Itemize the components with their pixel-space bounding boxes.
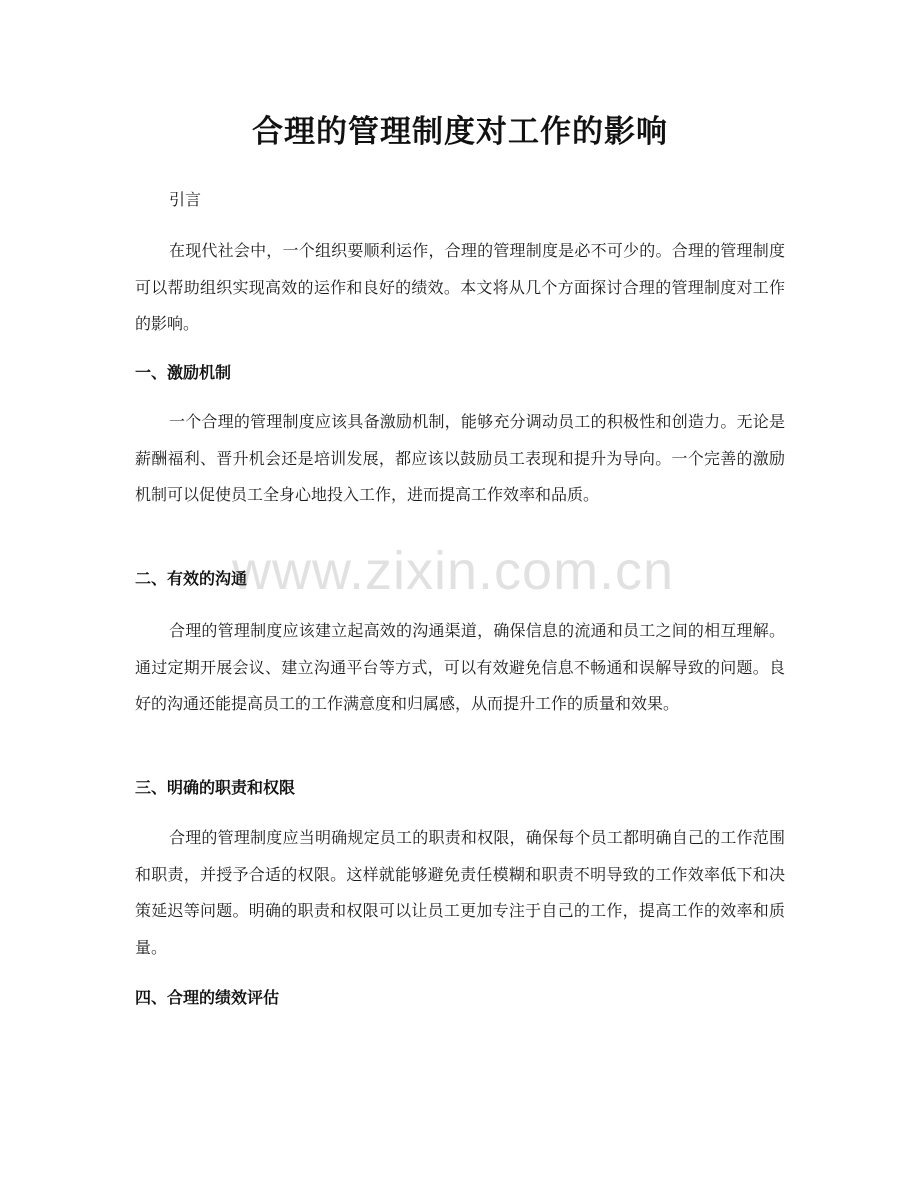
intro-label: 引言 [169, 190, 202, 209]
section-heading-performance: 四、合理的绩效评估 [135, 988, 280, 1007]
section-paragraph-responsibilities: 合理的管理制度应当明确规定员工的职责和权限，确保每个员工都明确自己的工作范围和职责，并授予合适的权限。这样就能够避免责任模糊和职责不明导致的工作效率低下和决策延迟等问题。明确的职责和权限可以让员工更加专注于自己的工作，提高工作的效率和质量。 [135, 828, 785, 957]
section-paragraph-incentive: 一个合理的管理制度应该具备激励机制，能够充分调动员工的积极性和创造力。无论是薪酬福利、晋升机会还是培训发展，都应该以鼓励员工表现和提升为导向。一个完善的激励机制可以促使员工全身心地投入工作，进而提高工作效率和品质。 [135, 412, 785, 504]
section-paragraph-communication: 合理的管理制度应该建立起高效的沟通渠道，确保信息的流通和员工之间的相互理解。通过定期开展会议、建立沟通平台等方式，可以有效避免信息不畅通和误解导致的问题。良好的沟通还能提高员工的工作满意度和归属感，从而提升工作的质量和效果。 [135, 621, 785, 713]
intro-paragraph: 在现代社会中，一个组织要顺利运作，合理的管理制度是必不可少的。合理的管理制度可以帮助组织实现高效的运作和良好的绩效。本文将从几个方面探讨合理的管理制度对工作的影响。 [135, 241, 785, 333]
section-heading-communication: 二、有效的沟通 [135, 569, 248, 588]
watermark-text: www.zixin.com.cn [232, 541, 675, 601]
section-heading-incentive: 一、激励机制 [135, 363, 232, 382]
section-heading-responsibilities: 三、明确的职责和权限 [135, 778, 296, 797]
document-title: 合理的管理制度对工作的影响 [252, 114, 668, 150]
